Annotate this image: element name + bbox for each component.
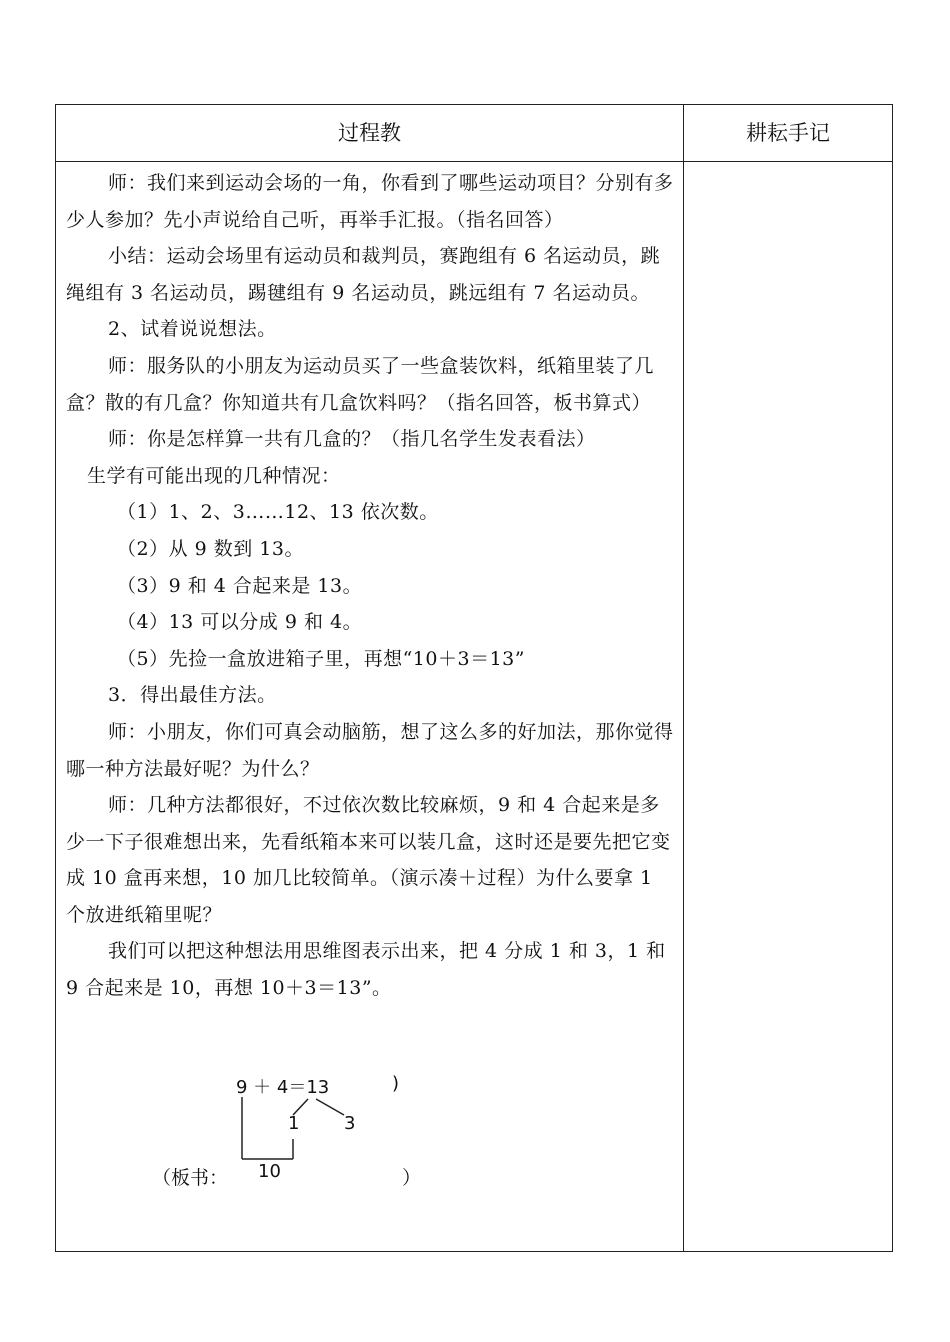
board-paren: ): [392, 1073, 400, 1094]
lesson-content: [66, 165, 676, 1007]
header-process: 过程教: [338, 121, 401, 145]
section-heading-3: 3．得出最佳方法。: [108, 684, 277, 707]
split-line-right: [316, 1099, 344, 1115]
case-item: （3）9 和 4 合起来是 13。: [117, 574, 363, 597]
paragraph-teacher-best: 师：小朋友，你们可真会动脑筋，想了这么多的好加法，那你觉得哪一种方法最好呢？为什么？: [66, 720, 674, 780]
board-equation: 9 ＋ 4＝13: [236, 1077, 330, 1098]
case-item: （1）1、2、3……12、13 依次数。: [117, 501, 439, 524]
board-diagram: [152, 1071, 496, 1191]
paragraph-teacher-drinks: 师：服务队的小朋友为运动员买了一些盒装饮料，纸箱里装了几盒？散的有几盒？你知道共有几盒饮料吗？（指名回答，板书算式）: [66, 354, 655, 414]
board-split-three: 3: [344, 1113, 356, 1134]
paragraph-teacher-question: 师：你是怎样算一共有几盒的？（指几名学生发表看法）: [108, 428, 596, 451]
paragraph-teacher-intro: 师：我们来到运动会场的一角，你看到了哪些运动项目？分别有多少人参加？先小声说给自己听，再举手汇报。（指名回答）: [66, 172, 674, 231]
paragraph-teacher-explain: 师：几种方法都很好，不过依次数比较麻烦，9 和 4 合起来是多少一下子很难想出来，先看纸箱本来可以装几盒，这时还是要先把它变成 10 盒再来想，10 加几比较简单。（演示凑＋过程）为什么要拿 1 个放进纸箱里呢？: [66, 794, 671, 926]
board-open-label: （板书：: [152, 1167, 229, 1189]
case-item: （4）13 可以分成 9 和 4。: [117, 611, 363, 634]
paragraph-summary: 小结：运动会场里有运动员和裁判员，赛跑组有 6 名运动员，跳绳组有 3 名运动员，踢毽组有 9 名运动员，跳远组有 7 名运动员。: [66, 245, 661, 304]
paragraph-student-cases: 生学有可能出现的几种情况：: [87, 464, 341, 487]
case-item: （5）先捡一盒放进箱子里，再想“10＋3＝13”: [117, 647, 525, 670]
paragraph-thinking-map: 我们可以把这种想法用思维图表示出来，把 4 分成 1 和 3，1 和 9 合起来是 10，再想 10＋3＝13”。: [66, 940, 666, 1000]
lesson-table: [55, 104, 893, 1252]
split-line-left: [293, 1099, 308, 1115]
board-lines: [196, 1071, 496, 1191]
column-divider: [683, 105, 684, 1251]
board-close-label: ）: [402, 1167, 422, 1189]
case-item: （2）从 9 数到 13。: [117, 537, 304, 560]
header-divider: [56, 161, 892, 162]
board-ten: 10: [258, 1161, 281, 1182]
section-heading-2: 2、试着说说想法。: [108, 318, 277, 341]
header-notes: 耕耘手记: [746, 121, 830, 145]
board-split-one: 1: [288, 1113, 300, 1134]
